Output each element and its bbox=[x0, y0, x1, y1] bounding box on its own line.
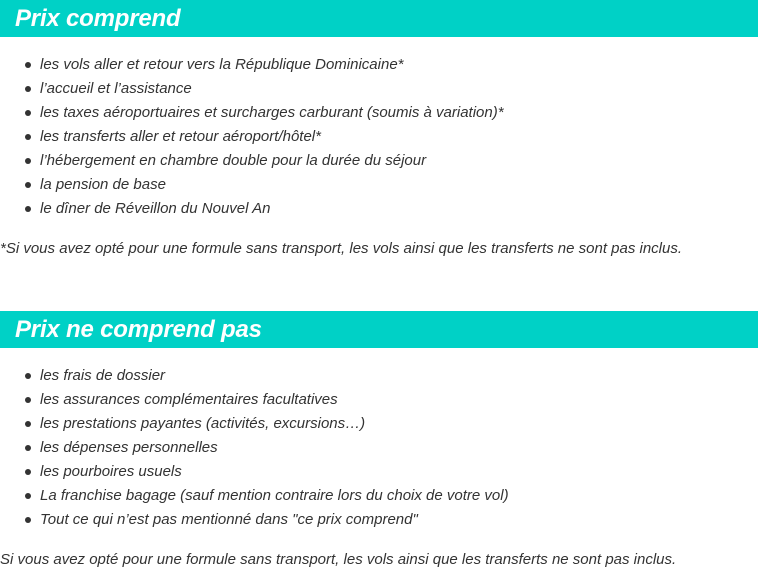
list-item bbox=[0, 484, 758, 508]
list-item bbox=[0, 149, 758, 173]
list-item-text: les assurances complémentaires facultatives bbox=[40, 391, 338, 408]
price-excluded-section bbox=[0, 311, 758, 568]
list-item-text: Tout ce qui n’est pas mentionné dans "ce prix comprend" bbox=[40, 511, 418, 528]
list-item-text: les prestations payantes (activités, excursions…) bbox=[40, 415, 366, 432]
price-included-section bbox=[0, 0, 758, 257]
list-item bbox=[0, 173, 758, 197]
price-included-title: Prix comprend bbox=[15, 5, 181, 32]
bullet-icon bbox=[25, 86, 31, 92]
bullet-icon bbox=[25, 134, 31, 140]
list-item-text: les transferts aller et retour aéroport/hôtel* bbox=[40, 128, 321, 145]
bullet-icon bbox=[25, 421, 31, 427]
list-item-text: les vols aller et retour vers la République Dominicaine* bbox=[40, 56, 404, 73]
bullet-icon bbox=[25, 493, 31, 499]
price-excluded-list bbox=[0, 364, 758, 532]
bullet-icon bbox=[25, 517, 31, 523]
list-item-text: les frais de dossier bbox=[40, 367, 166, 384]
bullet-icon bbox=[25, 373, 31, 379]
list-item bbox=[0, 460, 758, 484]
list-item bbox=[0, 388, 758, 412]
list-item-text: La franchise bagage (sauf mention contraire lors du choix de votre vol) bbox=[40, 487, 509, 504]
list-item bbox=[0, 508, 758, 532]
list-item-text: les taxes aéroportuaires et surcharges carburant (soumis à variation)* bbox=[40, 104, 504, 121]
list-item bbox=[0, 101, 758, 125]
list-item bbox=[0, 364, 758, 388]
list-item bbox=[0, 197, 758, 221]
price-excluded-title: Prix ne comprend pas bbox=[15, 316, 262, 343]
list-item bbox=[0, 53, 758, 77]
list-item-text: le dîner de Réveillon du Nouvel An bbox=[40, 200, 271, 217]
list-item-text: l’accueil et l’assistance bbox=[40, 80, 192, 97]
bullet-icon bbox=[25, 206, 31, 212]
price-included-list bbox=[0, 53, 758, 221]
list-item bbox=[0, 412, 758, 436]
list-item-text: les pourboires usuels bbox=[40, 463, 182, 480]
price-included-banner bbox=[0, 0, 758, 37]
list-item bbox=[0, 77, 758, 101]
list-item-text: l’hébergement en chambre double pour la durée du séjour bbox=[40, 152, 427, 169]
list-item-text: les dépenses personnelles bbox=[40, 439, 218, 456]
bullet-icon bbox=[25, 469, 31, 475]
bullet-icon bbox=[25, 397, 31, 403]
price-included-note: *Si vous avez opté pour une formule sans transport, les vols ainsi que les transferts ne sont pas inclus. bbox=[0, 240, 683, 257]
bullet-icon bbox=[25, 182, 31, 188]
bullet-icon bbox=[25, 110, 31, 116]
list-item-text: la pension de base bbox=[40, 176, 166, 193]
price-excluded-banner bbox=[0, 311, 758, 348]
bullet-icon bbox=[25, 62, 31, 68]
list-item bbox=[0, 436, 758, 460]
list-item bbox=[0, 125, 758, 149]
price-excluded-note: Si vous avez opté pour une formule sans transport, les vols ainsi que les transferts ne sont pas inclus. bbox=[0, 551, 677, 568]
bullet-icon bbox=[25, 445, 31, 451]
bullet-icon bbox=[25, 158, 31, 164]
